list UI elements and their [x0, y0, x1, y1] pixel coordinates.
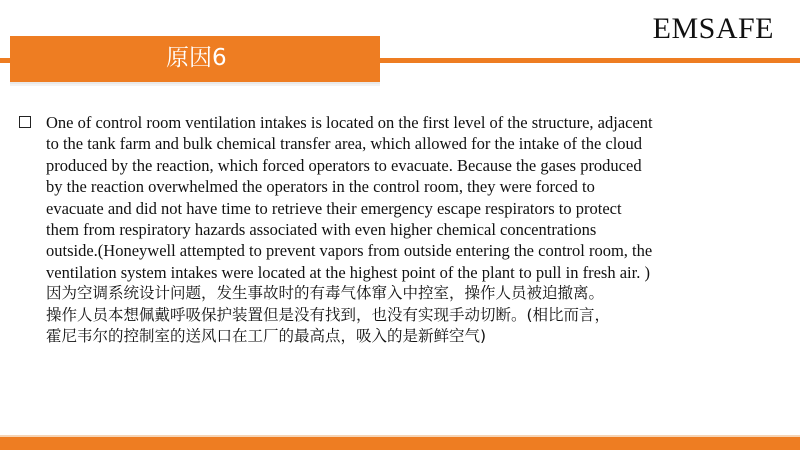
paragraph-line: by the reaction overwhelmed the operators in the control room, they were forced to [46, 177, 595, 197]
paragraph-line-chinese: 操作人员本想佩戴呼吸保护装置但是没有找到，也没有实现手动切断。(相比而言， [46, 305, 611, 324]
paragraph-line-chinese: 霍尼韦尔的控制室的送风口在工厂的最高点，吸入的是新鲜空气) [46, 327, 487, 346]
slide-title: 原因6 [166, 45, 227, 71]
paragraph-line: produced by the reaction, which forced operators to evacuate. Because the gases produced [46, 155, 642, 175]
paragraph-line: to the tank farm and bulk chemical transfer area, which allowed for the intake of the cloud [46, 134, 643, 154]
paragraph-line: One of control room ventilation intakes is located on the first level of the structure, adjacent [46, 113, 653, 132]
footer-accent-bar [0, 437, 800, 450]
paragraph-line: outside.(Honeywell attempted to prevent vapors from outside entering the control room, the [46, 241, 653, 261]
title-banner [10, 36, 380, 84]
paragraph-line: them from respiratory hazards associated with even higher chemical concentrations [46, 220, 597, 240]
paragraph-line: ventilation system intakes were located at the highest point of the plant to pull in fresh air. ) [46, 262, 650, 282]
paragraph-line-chinese: 因为空调系统设计问题，发生事故时的有毒气体窜入中控室，操作人员被迫撤离。 [46, 284, 605, 303]
checkbox-square-icon [19, 116, 31, 128]
paragraph-line: evacuate and did not have time to retrieve their emergency escape respirators to protect [46, 198, 622, 218]
brand-logo-text: EMSAFE [652, 12, 774, 45]
bullet-paragraph [46, 112, 784, 347]
